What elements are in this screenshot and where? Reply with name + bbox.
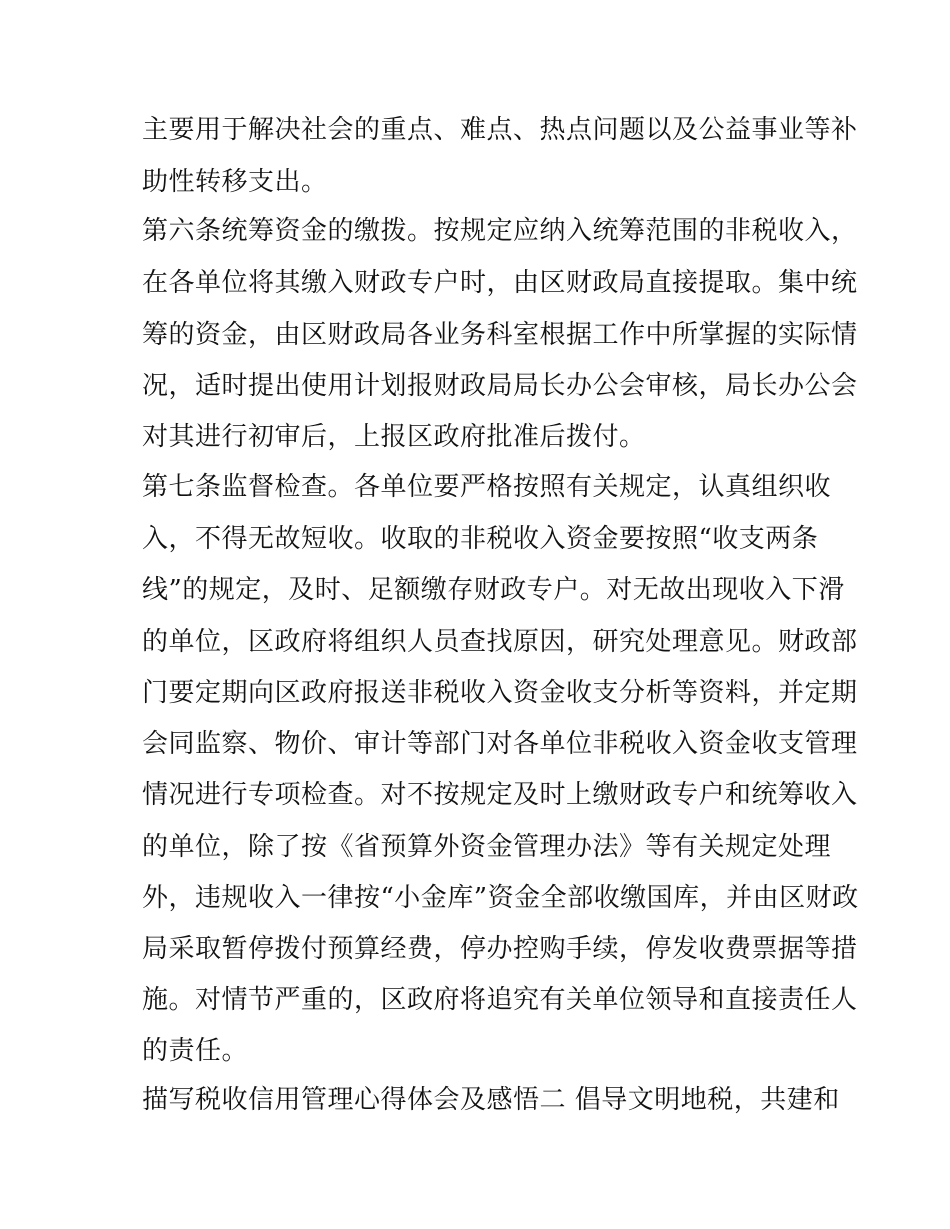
text-line: 会同监察、物价、审计等部门对各单位非税收入资金收支管理 — [142, 729, 858, 759]
text-line: 况，适时提出使用计划报财政局局长办公会审核，局长办公会 — [142, 371, 858, 401]
text-line: 在各单位将其缴入财政专户时，由区财政局直接提取。集中统 — [142, 268, 858, 298]
text-line: 施。对情节严重的，区政府将追究有关单位领导和直接责任人 — [142, 985, 858, 1015]
text-line: 第七条监督检查。各单位要严格按照有关规定，认真组织收 — [142, 472, 832, 502]
text-line: 筹的资金，由区财政局各业务科室根据工作中所掌握的实际情 — [142, 320, 858, 350]
text-line: 对其进行初审后，上报区政府批准后拨付。 — [142, 422, 646, 452]
text-line: 的单位，除了按《省预算外资金管理办法》等有关规定处理 — [142, 832, 832, 862]
text-line: 描写税收信用管理心得体会及感悟二 倡导文明地税，共建和 — [142, 1085, 840, 1115]
text-line: 门要定期向区政府报送非税收入资金收支分析等资料，并定期 — [142, 678, 858, 708]
text-line: 第六条统筹资金的缴拨。按规定应纳入统筹范围的非税收入， — [142, 216, 858, 246]
text-line: 的单位，区政府将组织人员查找原因，研究处理意见。财政部 — [142, 627, 858, 657]
text-line: 外，违规收入一律按“小金库”资金全部收缴国库，并由区财政 — [142, 883, 859, 913]
text-line: 的责任。 — [142, 1036, 249, 1066]
text-line: 情况进行专项检查。对不按规定及时上缴财政专户和统筹收入 — [142, 780, 858, 810]
text-line: 助性转移支出。 — [142, 167, 328, 197]
text-line: 主要用于解决社会的重点、难点、热点问题以及公益事业等补 — [142, 115, 858, 145]
text-line: 局采取暂停拨付预算经费，停办控购手续，停发收费票据等措 — [142, 934, 858, 964]
text-line: 入，不得无故短收。收取的非税收入资金要按照“收支两条 — [142, 524, 819, 554]
text-line: 线”的规定，及时、足额缴存财政专户。对无故出现收入下滑 — [142, 575, 845, 605]
